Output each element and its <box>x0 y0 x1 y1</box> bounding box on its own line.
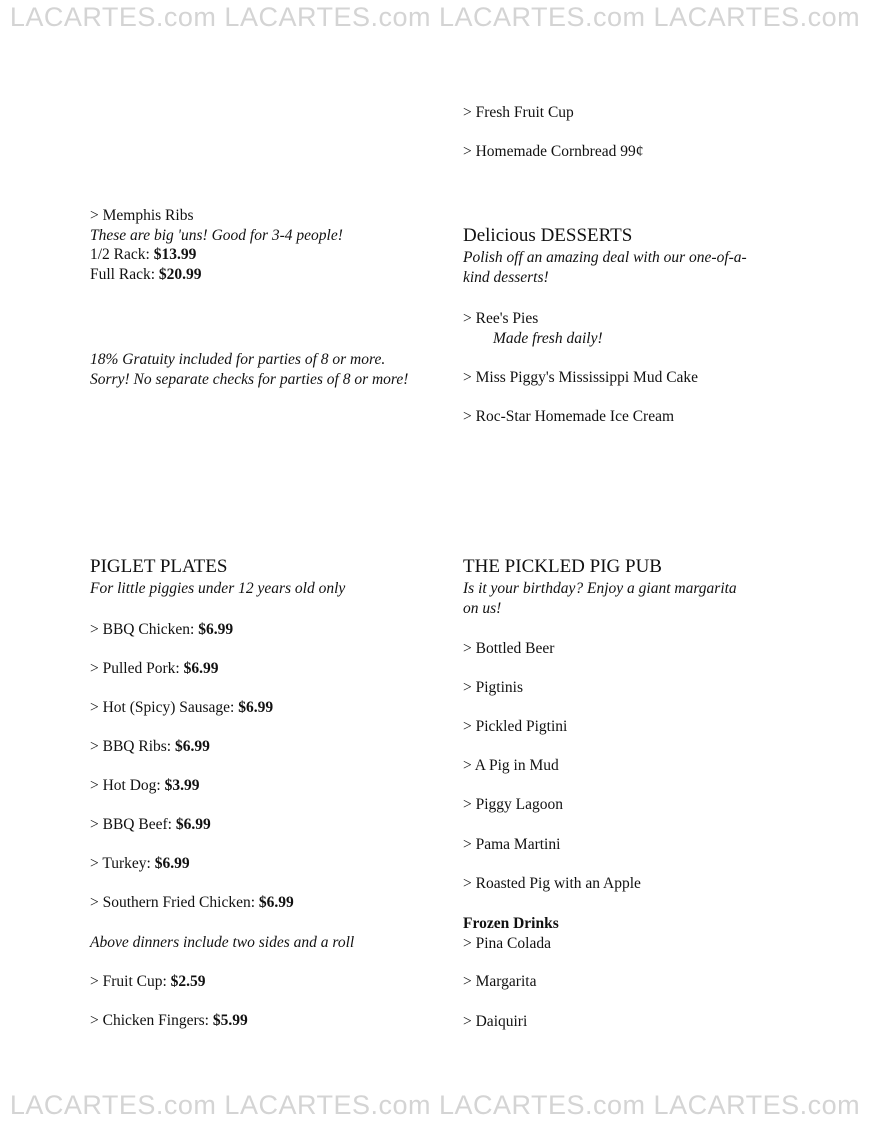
piglet-header <box>90 555 345 599</box>
desserts-desc-line2: kind desserts! <box>463 268 549 286</box>
piglet-note: Above dinners include two sides and a roll <box>90 934 355 951</box>
piglet-item <box>90 698 273 718</box>
piglet-item <box>90 776 200 796</box>
frozen-item: > Daiquiri <box>463 1013 528 1030</box>
item-label: > Turkey: <box>90 855 155 872</box>
piglet-item <box>90 737 210 757</box>
pub-item: > Pama Martini <box>463 836 561 853</box>
ribs-half-rack <box>90 245 343 265</box>
item-label: > Fruit Cup: <box>90 973 171 990</box>
ribs-full-rack <box>90 265 343 285</box>
piglet-item <box>90 854 190 874</box>
dessert-item-ice-cream: > Roc-Star Homemade Ice Cream <box>463 408 675 425</box>
item-price: $6.99 <box>238 699 274 716</box>
item-label: > BBQ Beef: <box>90 816 176 833</box>
piglet-item <box>90 893 294 913</box>
pub-item: > Pickled Pigtini <box>463 718 568 735</box>
item-label: > Hot Dog: <box>90 777 165 794</box>
item-price: $6.99 <box>154 855 190 872</box>
menu-item-fresh-fruit-cup: > Fresh Fruit Cup <box>463 104 574 121</box>
piglet-item <box>90 815 211 835</box>
policy-notes <box>90 350 408 389</box>
piglet-extra-item <box>90 1011 248 1031</box>
pub-item: > A Pig in Mud <box>463 757 559 774</box>
item-price: $5.99 <box>212 1012 248 1029</box>
item-label: > Southern Fried Chicken: <box>90 894 259 911</box>
item-price: $2.59 <box>170 973 206 990</box>
item-price: $6.99 <box>183 660 219 677</box>
pub-desc-line1: Is it your birthday? Enjoy a giant margarita <box>463 580 737 597</box>
desserts-desc-line1: Polish off an amazing deal with our one-of-a- <box>463 249 747 266</box>
pub-desc-line2: on us! <box>463 599 502 617</box>
menu-item-cornbread: > Homemade Cornbread 99¢ <box>463 143 644 160</box>
dessert-item-pies <box>463 309 603 348</box>
item-label: > Pulled Pork: <box>90 660 184 677</box>
item-price: $6.99 <box>198 621 234 638</box>
piglet-extra-item <box>90 972 206 992</box>
piglet-title: PIGLET PLATES <box>90 556 228 577</box>
piglet-description: For little piggies under 12 years old only <box>90 580 346 597</box>
item-price: $6.99 <box>258 894 294 911</box>
ribs-full-price: $20.99 <box>158 265 202 283</box>
pub-item: > Bottled Beer <box>463 640 555 657</box>
piglet-item <box>90 620 233 640</box>
frozen-item: > Margarita <box>463 973 537 990</box>
pub-title: THE PICKLED PIG PUB <box>463 556 662 577</box>
ribs-half-price: $13.99 <box>153 246 197 263</box>
item-price: $6.99 <box>174 738 210 755</box>
pub-item: > Pigtinis <box>463 679 523 696</box>
desserts-title: Delicious DESSERTS <box>463 225 633 246</box>
item-price: $3.99 <box>164 777 200 794</box>
item-label: > Hot (Spicy) Sausage: <box>90 699 239 716</box>
ribs-half-label: 1/2 Rack: <box>90 246 154 263</box>
item-label: > BBQ Ribs: <box>90 738 175 755</box>
item-label: > BBQ Chicken: <box>90 621 199 638</box>
frozen-drinks-section <box>463 914 559 953</box>
gratuity-note: 18% Gratuity included for parties of 8 or more. <box>90 351 386 368</box>
dessert-item-name: > Ree's Pies <box>463 310 539 327</box>
item-price: $6.99 <box>175 816 211 833</box>
watermark-bottom: LACARTES.com LACARTES.com LACARTES.com LACARTES.com <box>9 1090 861 1120</box>
frozen-drinks-title: Frozen Drinks <box>463 915 559 932</box>
ribs-full-label: Full Rack: <box>90 265 159 283</box>
pub-item: > Roasted Pig with an Apple <box>463 875 641 892</box>
ribs-name: > Memphis Ribs <box>90 207 194 224</box>
checks-note: Sorry! No separate checks for parties of 8 or more! <box>90 370 409 388</box>
dessert-item-mud-cake: > Miss Piggy's Mississippi Mud Cake <box>463 369 699 386</box>
pub-item: > Piggy Lagoon <box>463 796 564 813</box>
ribs-section <box>90 206 343 284</box>
item-label: > Chicken Fingers: <box>90 1012 213 1029</box>
pub-header <box>463 555 737 618</box>
dessert-item-note: Made fresh daily! <box>493 329 603 347</box>
watermark-top: LACARTES.com LACARTES.com LACARTES.com LACARTES.com <box>9 2 861 32</box>
piglet-item <box>90 659 218 679</box>
frozen-item: > Pina Colada <box>463 934 551 952</box>
desserts-header <box>463 224 747 287</box>
ribs-description: These are big 'uns! Good for 3-4 people! <box>90 226 343 244</box>
